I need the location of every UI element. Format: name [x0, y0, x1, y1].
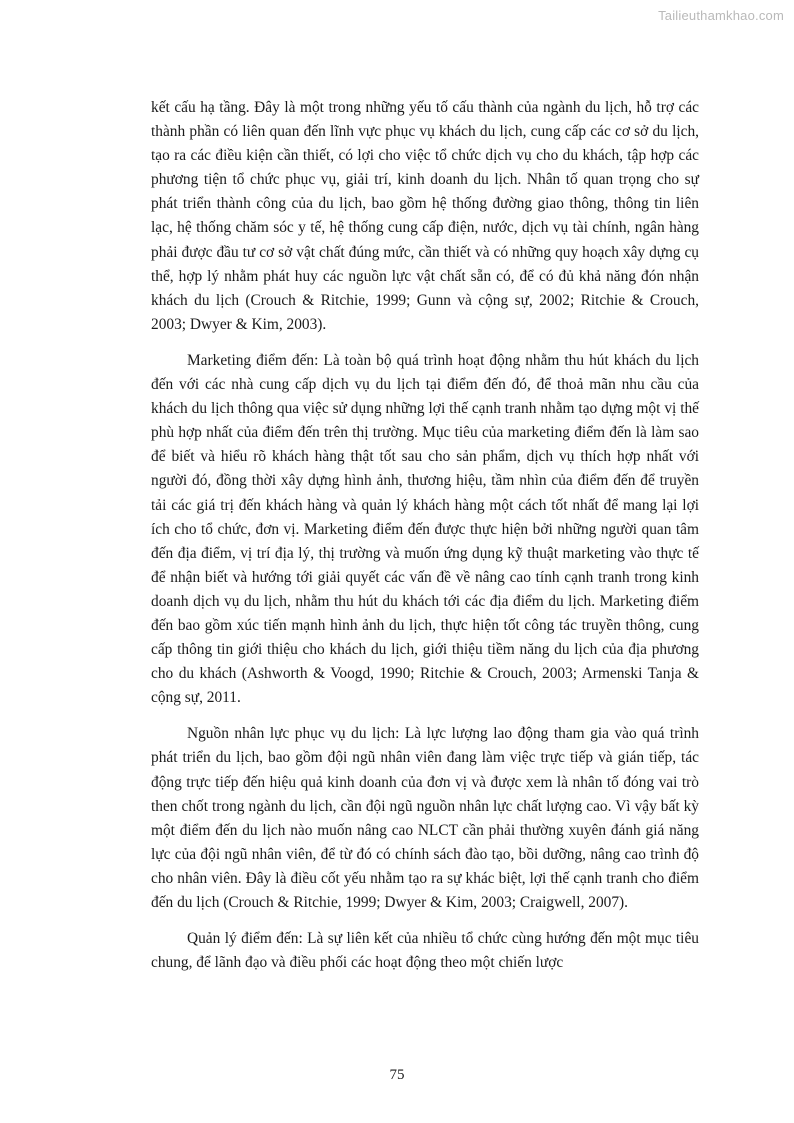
paragraph-infrastructure: kết cấu hạ tầng. Đây là một trong những yếu tố cấu thành của ngành du lịch, hỗ trợ các thành phần có liên quan đến lĩnh vực phục vụ khách du lịch, cung cấp các cơ sở du lịch, tạo ra các điều kiện cần thiết, có lợi cho việc tổ chức dịch vụ cho du khách, tập hợp các phương tiện tổ chức phục vụ, giải trí, kinh doanh du lịch. Nhân tố quan trọng cho sự phát triển thành công của du lịch, bao gồm hệ thống đường giao thông, thông tin liên lạc, hệ thống chăm sóc y tế, hệ thống cung cấp điện, nước, dịch vụ tài chính, ngân hàng phải được đầu tư cơ sở vật chất đúng mức, cần thiết và có những quy hoạch xây dựng cụ thể, hợp lý nhằm phát huy các nguồn lực vật chất sẵn có, để có đủ khả năng đón nhận khách du lịch (Crouch & Ritchie, 1999; Gunn và cộng sự, 2002; Ritchie & Crouch, 2003; Dwyer & Kim, 2003). [151, 99, 699, 333]
paragraph-destination-marketing: Marketing điểm đến: Là toàn bộ quá trình hoạt động nhằm thu hút khách du lịch đến với các nhà cung cấp dịch vụ du lịch tại điểm đến đó, để thoả mãn nhu cầu của khách du lịch thông qua việc sử dụng những lợi thế cạnh tranh nhằm tạo dựng một vị thế phù hợp nhất của điểm đến trên thị trường. Mục tiêu của marketing điểm đến là làm sao để biết và hiểu rõ khách hàng thật tốt sau cho sản phẩm, dịch vụ thích hợp nhất với người đó, đồng thời xây dựng hình ảnh, thương hiệu, tầm nhìn của điểm đến để truyền tải các giá trị đến khách hàng và quản lý khách hàng một cách tốt nhất để mang lại lợi ích cho tổ chức, đơn vị. Marketing điểm đến được thực hiện bởi những người quan tâm đến địa điểm, vị trí địa lý, thị trường và muốn ứng dụng kỹ thuật marketing vào thực tế để nhận biết và hướng tới giải quyết các vấn đề về nâng cao tính cạnh tranh trong kinh doanh dịch vụ du lịch, nhằm thu hút du khách tới các địa điểm du lịch. Marketing điểm đến bao gồm xúc tiến mạnh hình ảnh du lịch, thực hiện tốt công tác truyền thông, cung cấp thông tin giới thiệu cho khách du lịch, giới thiệu tiềm năng du lịch của địa phương cho du khách (Ashworth & Voogd, 1990; Ritchie & Crouch, 2003; Armenski Tanja & cộng sự, 2011. [151, 351, 699, 707]
page-number: 75 [389, 1067, 405, 1083]
watermark: Tailieuthamkhao.com [658, 8, 784, 23]
paragraph-human-resources: Nguồn nhân lực phục vụ du lịch: Là lực lượng lao động tham gia vào quá trình phát triển du lịch, bao gồm đội ngũ nhân viên đang làm việc trực tiếp và gián tiếp, tác động trực tiếp đến hiệu quả kinh doanh của đơn vị và được xem là nhân tố đóng vai trò then chốt trong ngành du lịch, cần đội ngũ nguồn nhân lực chất lượng cao. Vì vậy bất kỳ một điểm đến du lịch nào muốn nâng cao NLCT cần phải thường xuyên đánh giá năng lực của đội ngũ nhân viên, để từ đó có chính sách đào tạo, bồi dưỡng, nâng cao trình độ cho nhân viên. Đây là điều cốt yếu nhằm tạo ra sự khác biệt, lợi thế cạnh tranh cho điểm đến du lịch (Crouch & Ritchie, 1999; Dwyer & Kim, 2003; Craigwell, 2007). [151, 725, 699, 911]
document-body [151, 96, 699, 987]
paragraph-destination-management: Quản lý điểm đến: Là sự liên kết của nhiều tổ chức cùng hướng đến một mục tiêu chung, để lãnh đạo và điều phối các hoạt động theo một chiến lược [151, 930, 699, 972]
